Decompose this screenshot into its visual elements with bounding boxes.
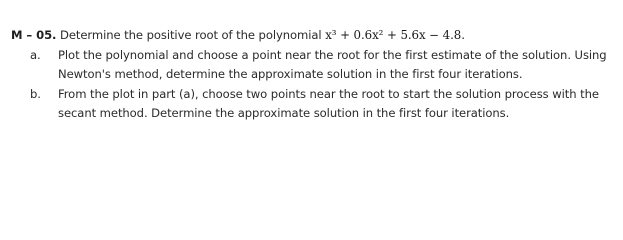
subpart-a-label: a. xyxy=(30,47,41,62)
polynomial-expression: x³ + 0.6x² + 5.6x − 4.8. xyxy=(325,28,465,42)
subpart-a xyxy=(11,46,616,85)
subpart-b xyxy=(11,85,616,124)
subpart-b-label: b. xyxy=(30,86,41,101)
subpart-b-text: From the plot in part (a), choose two points near the root to start the solution process with the secant method. Determine the approximate solution in the first four iterations. xyxy=(58,86,599,120)
problem-statement xyxy=(11,26,616,46)
problem-block xyxy=(11,26,616,124)
problem-intro: Determine the positive root of the polynomial xyxy=(60,28,322,42)
problem-number: M – 05. xyxy=(11,28,57,42)
subparts-list xyxy=(11,46,616,124)
subpart-a-text: Plot the polynomial and choose a point near the root for the first estimate of the solution. Using Newton's method, determine the approximate solution in the first four iterations. xyxy=(58,47,607,81)
